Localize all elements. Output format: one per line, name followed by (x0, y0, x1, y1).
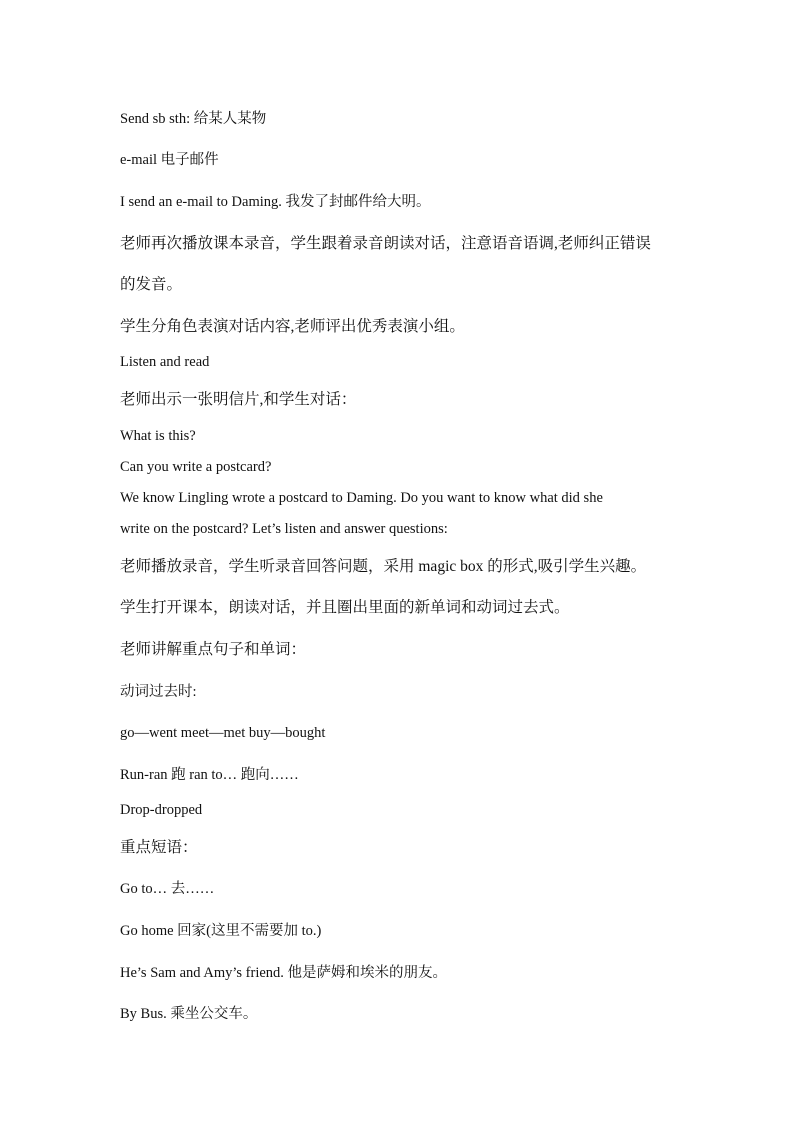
text-line: e-mail 电子邮件 (120, 152, 219, 168)
text-line: 老师讲解重点句子和单词： (120, 641, 307, 658)
text-line: I send an e-mail to Daming. 我发了封邮件给大明。 (120, 194, 431, 210)
text-line: Can you write a postcard? (120, 459, 272, 475)
text-line: Drop-dropped (120, 802, 203, 818)
text-line: Go to… 去…… (120, 881, 215, 897)
text-line: Go home 回家(这里不需要加 to.) (120, 923, 322, 939)
text-line: By Bus. 乘坐公交车。 (120, 1006, 258, 1022)
text-line: 的发音。 (120, 276, 183, 293)
text-line: 重点短语： (120, 839, 198, 856)
text-line: Listen and read (120, 354, 210, 370)
text-line: Send sb sth: 给某人某物 (120, 111, 267, 127)
text-line: He’s Sam and Amy’s friend. 他是萨姆和埃米的朋友。 (120, 965, 448, 981)
text-line: Run-ran 跑 ran to… 跑向…… (120, 767, 299, 783)
text-line: What is this? (120, 428, 196, 444)
text-line: write on the postcard? Let’s listen and answer questions: (120, 521, 448, 537)
text-line: 老师出示一张明信片,和学生对话： (120, 391, 357, 408)
text-line: We know Lingling wrote a postcard to Daming. Do you want to know what did she (120, 490, 603, 506)
text-line: 学生分角色表演对话内容,老师评出优秀表演小组。 (120, 318, 465, 335)
text-line: go—went meet—met buy—bought (120, 725, 326, 741)
text-line: 老师再次播放课本录音，学生跟着录音朗读对话，注意语音语调,老师纠正错误 (120, 235, 651, 252)
text-line: 学生打开课本，朗读对话，并且圈出里面的新单词和动词过去式。 (120, 599, 570, 616)
text-line: 动词过去时: (120, 684, 197, 700)
text-line: 老师播放录音，学生听录音回答问题，采用 magic box 的形式,吸引学生兴趣。 (120, 558, 647, 575)
